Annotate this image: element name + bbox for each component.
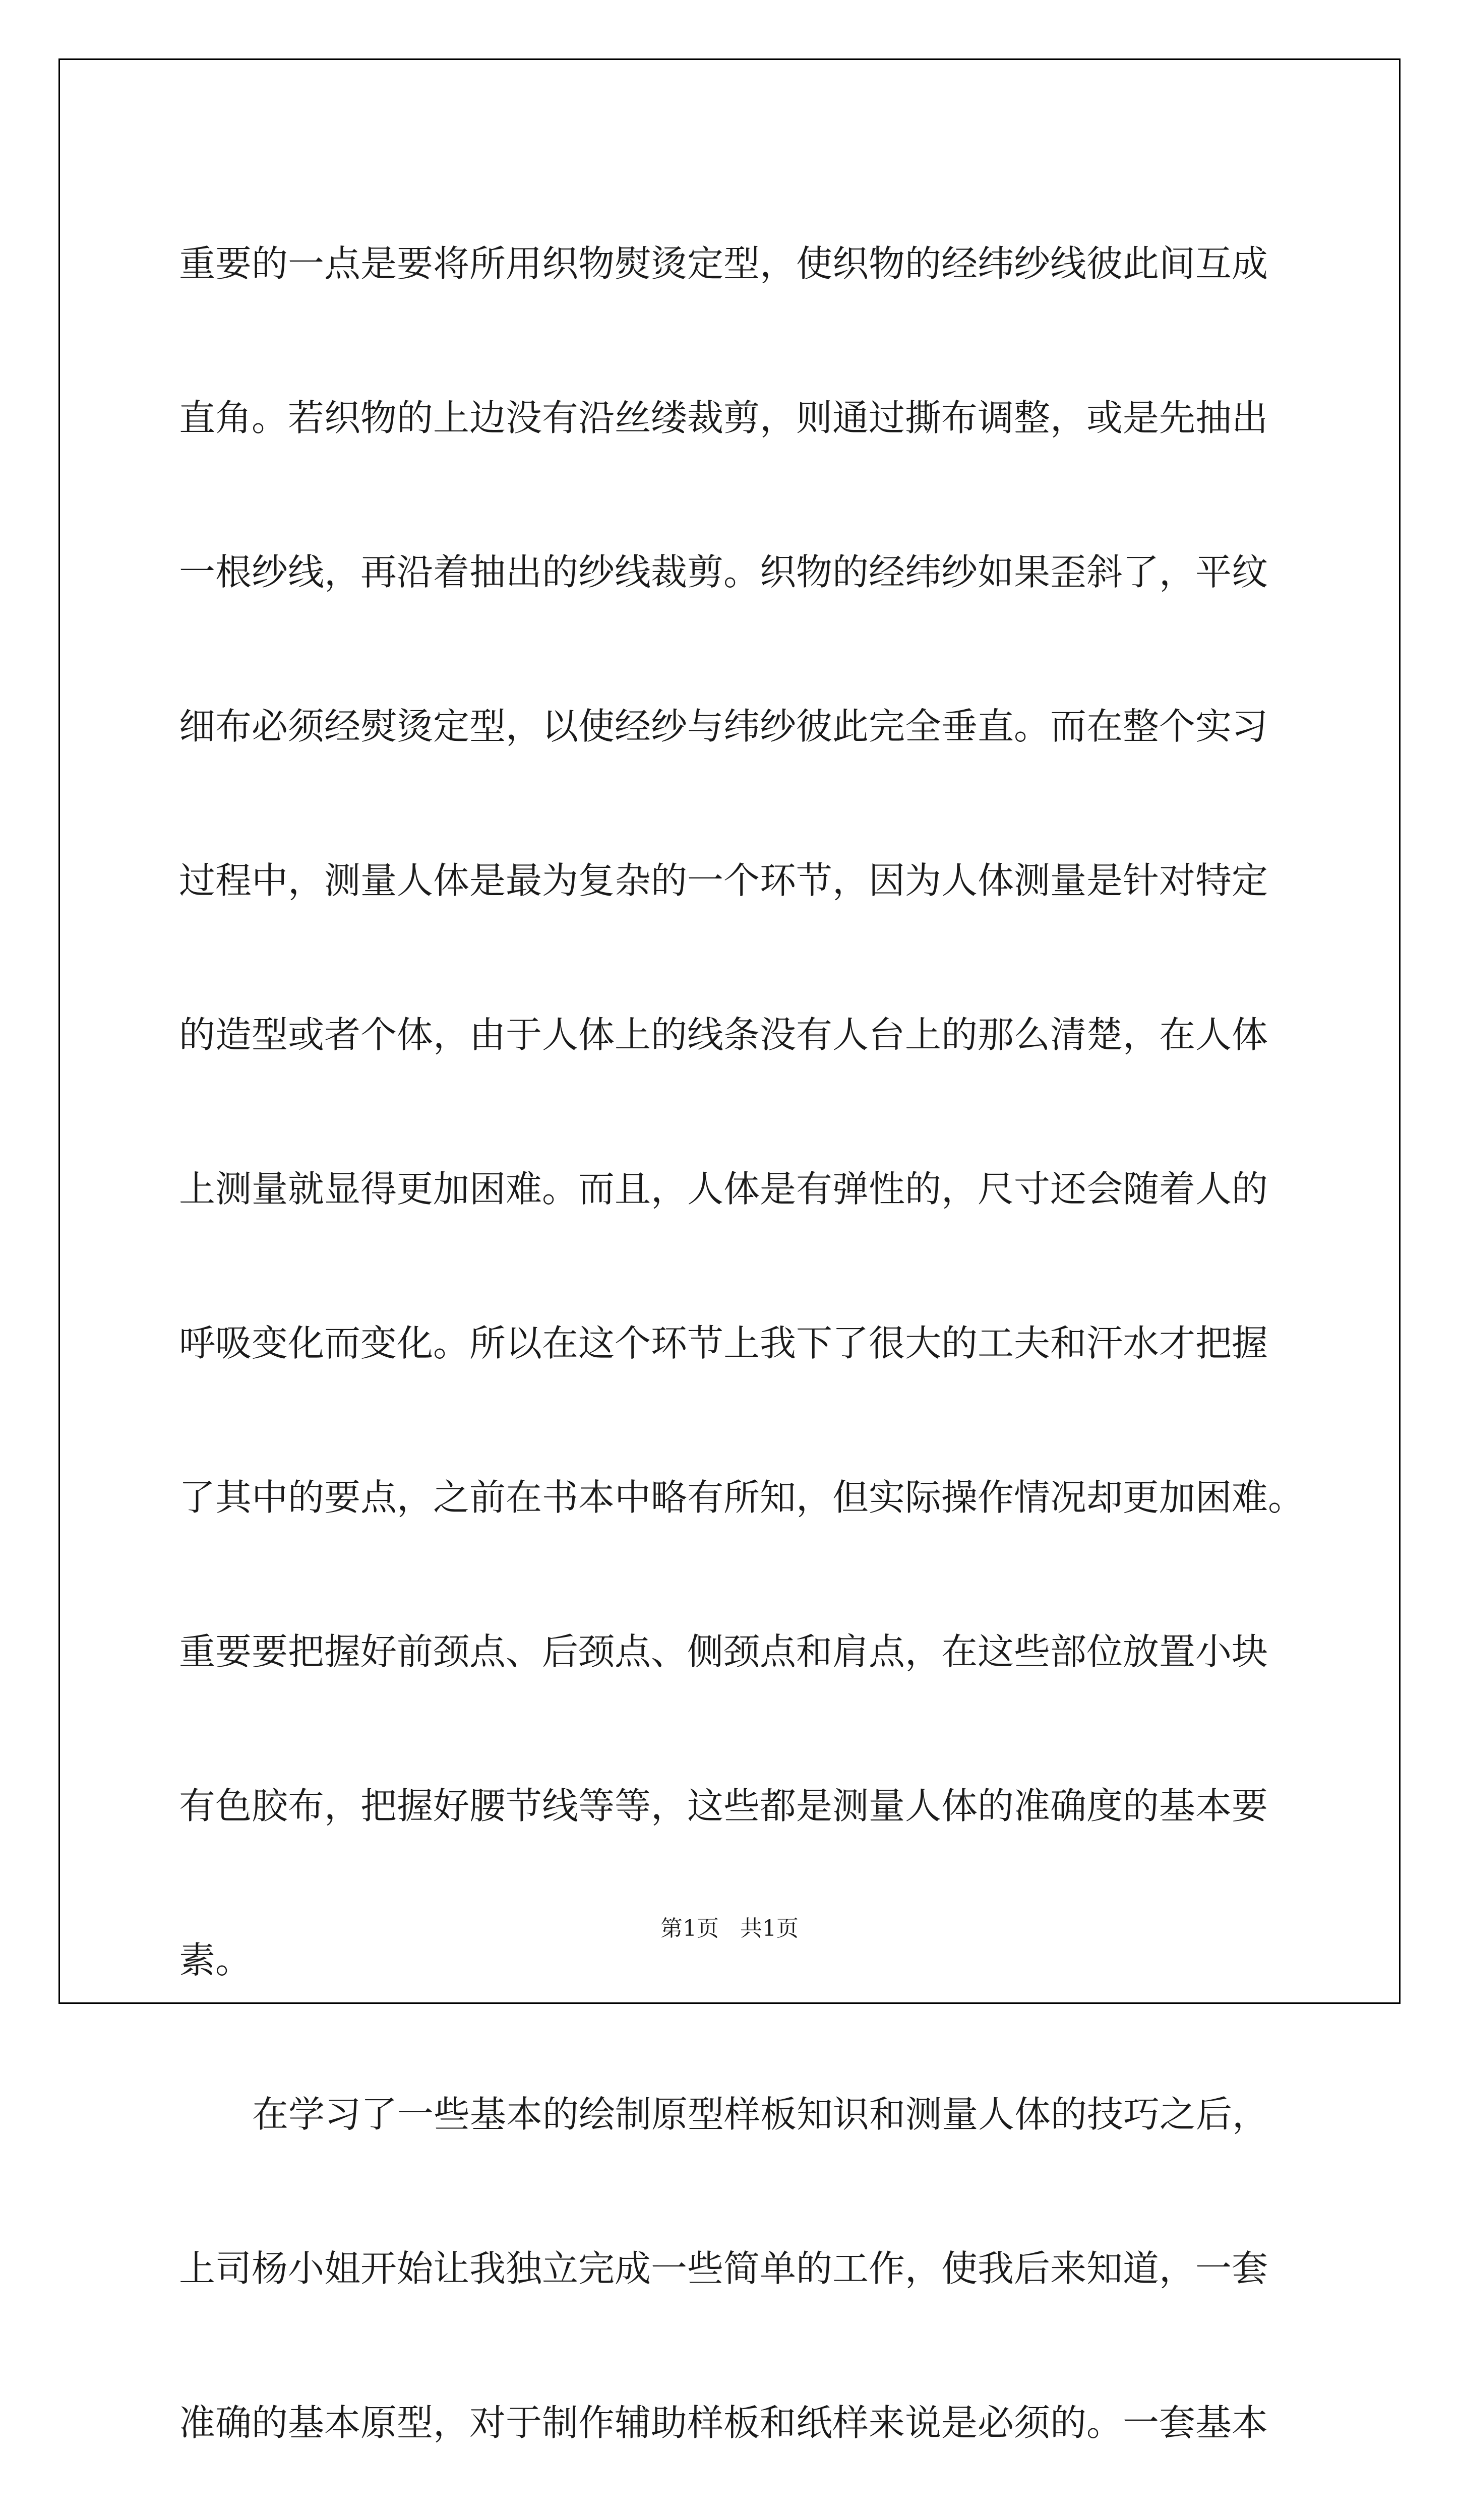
text-line: 准确的基本原型，对于制作辅助样板和纸样来说是必须的。一套基本 <box>179 2402 1268 2444</box>
text-line: 重要要把握好前颈点、后颈点、侧颈点和肩点，在这些部位放置小块 <box>179 1630 1268 1673</box>
page-number: 第1页 <box>660 1916 719 1941</box>
paragraph-start-line: 在学习了一些基本的绘制原型样板知识和测量人体的技巧之后， <box>252 2093 1269 2135</box>
page-footer <box>0 1910 1459 1942</box>
text-line <box>179 2500 1308 2520</box>
text-line: 有色胶布，把握好腰节线等等，这些都是测量人体的准确度的基本要 <box>179 1785 1268 1827</box>
text-line: 细布必须经熨烫定型，以使经纱与纬纱彼此完全垂直。而在整个实习 <box>179 705 1268 747</box>
text-line: 重要的一点是要将所用织物熨烫定型，使织物的经纬纱线彼此间互成 <box>179 242 1268 285</box>
text-line: 的造型或者个体，由于人体上的线条没有人台上的那么清楚，在人体 <box>179 1014 1268 1056</box>
page-total: 共1页 <box>740 1916 799 1941</box>
text-line: 上司杨小姐开始让我独立完成一些简单的工作，使我后来知道，一套 <box>179 2247 1268 2290</box>
text-line: 呼吸变化而变化。所以在这个环节上我下了很大的工夫和汗水才把握 <box>179 1322 1268 1364</box>
document-body <box>179 186 1308 2520</box>
text-line: 上测量就显得更加困难。而且，人体是有弹性的，尺寸还会随着人的 <box>179 1168 1268 1210</box>
text-line: 直角。若织物的上边没有沿丝缕裁剪，则通过撕布调整，或是先抽出 <box>179 397 1268 439</box>
text-line: 过程中，测量人体是最为复杂的一个环节，因为人体测量是针对特定 <box>179 859 1268 902</box>
text-line: 素。 <box>179 1939 252 1981</box>
text-line: 一根纱线，再沿着抽出的纱线裁剪。织物的经纬纱如果歪斜了，平纹 <box>179 551 1268 593</box>
text-line: 了其中的要点，之前在书本中略有所知，但实际操作情况却更加困难。 <box>179 1476 1305 1519</box>
